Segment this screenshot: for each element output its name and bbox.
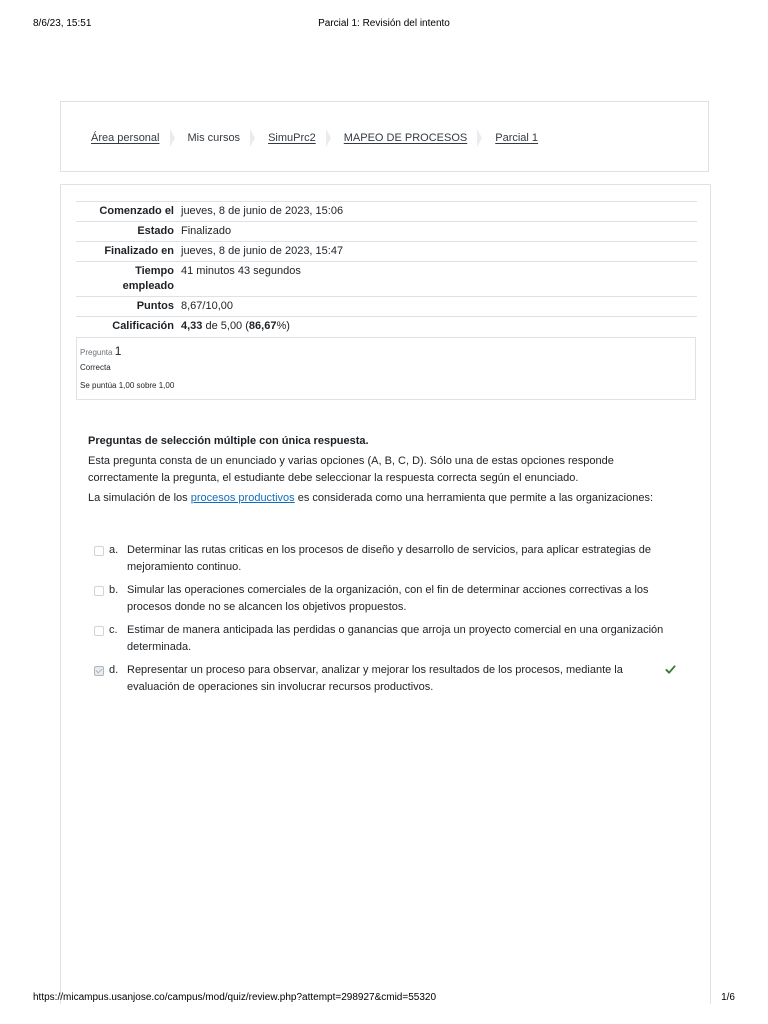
answer-text-d: Representar un proceso para observar, analizar y mejorar los resultados de los procesos, mediante la evaluación de operaciones sin involucrar recursos productivos. bbox=[127, 664, 623, 693]
print-url: https://micampus.usanjose.co/campus/mod/quiz/review.php?attempt=298927&cmid=55320 bbox=[33, 992, 437, 1003]
question-info-box bbox=[76, 337, 696, 400]
grade-suffix: %) bbox=[276, 320, 290, 332]
summary-row-grade bbox=[76, 317, 697, 337]
time-value: 41 minutos 43 segundos bbox=[181, 265, 301, 277]
finished-label: Finalizado en bbox=[104, 245, 174, 257]
grade-percent: 86,67 bbox=[248, 320, 277, 332]
state-label: Estado bbox=[137, 225, 174, 237]
answer-text-c: Estimar de manera anticipada las perdidas o ganancias que arroja un proyecto comercial en una organización determinada. bbox=[127, 624, 664, 653]
answer-option-b bbox=[93, 582, 683, 622]
question-number bbox=[80, 344, 121, 358]
print-header bbox=[0, 18, 768, 32]
grade-label: Calificación bbox=[112, 320, 174, 332]
grade-value-cell bbox=[179, 317, 697, 337]
grade-of: de 5,00 ( bbox=[202, 320, 249, 332]
points-label: Puntos bbox=[136, 300, 174, 312]
question-stem-after: es considerada como una herramienta que permite a las organizaciones: bbox=[294, 492, 654, 504]
answer-text-a: Determinar las rutas criticas en los procesos de diseño y desarrollo de servicios, para aplicar estrategias de mejoramiento continuo. bbox=[127, 544, 651, 573]
answer-checkbox-a[interactable] bbox=[94, 546, 104, 556]
question-stem-before: La simulación de los bbox=[88, 492, 191, 504]
time-label-line2: empleado bbox=[122, 280, 174, 292]
question-text bbox=[88, 433, 658, 510]
started-value: jueves, 8 de junio de 2023, 15:06 bbox=[181, 205, 344, 217]
breadcrumb-link-quiz[interactable]: Parcial 1 bbox=[495, 132, 539, 144]
question-number-value: 1 bbox=[114, 344, 122, 358]
answer-checkbox-d[interactable] bbox=[94, 666, 104, 676]
breadcrumb-separator-icon bbox=[477, 129, 482, 147]
question-stem bbox=[88, 490, 658, 507]
grade-value: 4,33 bbox=[181, 320, 203, 332]
breadcrumb-item-course[interactable] bbox=[268, 132, 316, 144]
question-instruction: Esta pregunta consta de un enunciado y varias opciones (A, B, C, D). Sólo una de estas opciones responde correctamente la pregunta, el estudiante debe seleccionar la respuesta correcta según el enunciado. bbox=[88, 455, 614, 484]
check-icon bbox=[665, 664, 676, 675]
finished-value: jueves, 8 de junio de 2023, 15:47 bbox=[181, 245, 344, 257]
breadcrumb bbox=[91, 129, 538, 147]
question-label: Pregunta bbox=[80, 348, 113, 357]
question-state: Correcta bbox=[80, 363, 111, 372]
answer-text-b: Simular las operaciones comerciales de la organización, con el fin de determinar acciones correctivas a los procesos donde no se alcancen los objetivos propuestos. bbox=[127, 584, 649, 613]
print-footer bbox=[0, 992, 768, 1006]
breadcrumb-link-section[interactable]: MAPEO DE PROCESOS bbox=[343, 132, 468, 144]
breadcrumb-separator-icon bbox=[326, 129, 331, 147]
breadcrumb-text-mis-cursos: Mis cursos bbox=[187, 132, 241, 144]
print-page-number: 1/6 bbox=[721, 992, 735, 1003]
answer-option-d bbox=[93, 662, 683, 702]
breadcrumb-separator-icon bbox=[170, 129, 175, 147]
answer-checkbox-c[interactable] bbox=[94, 626, 104, 636]
answer-letter-b: b. bbox=[109, 584, 119, 596]
print-title: Parcial 1: Revisión del intento bbox=[318, 18, 450, 29]
breadcrumb-link-course[interactable]: SimuPrc2 bbox=[268, 132, 316, 144]
summary-row-time bbox=[76, 262, 697, 297]
question-heading: Preguntas de selección múltiple con única respuesta. bbox=[88, 435, 369, 447]
summary-row-state bbox=[76, 222, 697, 242]
answer-letter-c: c. bbox=[109, 624, 118, 636]
breadcrumb-container bbox=[60, 101, 709, 172]
breadcrumb-item-area-personal[interactable] bbox=[91, 132, 160, 144]
time-label-line1: Tiempo bbox=[135, 265, 174, 277]
breadcrumb-item-section[interactable] bbox=[344, 132, 467, 144]
summary-row-points bbox=[76, 297, 697, 317]
state-value: Finalizado bbox=[181, 225, 232, 237]
question-grade: Se puntúa 1,00 sobre 1,00 bbox=[80, 381, 175, 390]
quiz-review-region bbox=[60, 184, 711, 1004]
started-label: Comenzado el bbox=[99, 205, 174, 217]
summary-row-started bbox=[76, 202, 697, 222]
answer-options bbox=[93, 542, 683, 702]
breadcrumb-separator-icon bbox=[250, 129, 255, 147]
breadcrumb-link-area-personal[interactable]: Área personal bbox=[91, 132, 160, 144]
answer-letter-a: a. bbox=[109, 544, 119, 556]
answer-option-a bbox=[93, 542, 683, 582]
breadcrumb-item-mis-cursos bbox=[188, 132, 241, 144]
points-value: 8,67/10,00 bbox=[181, 300, 233, 312]
answer-option-c bbox=[93, 622, 683, 662]
attempt-summary-table bbox=[76, 201, 697, 336]
breadcrumb-item-quiz[interactable] bbox=[495, 132, 538, 144]
question-stem-link[interactable]: procesos productivos bbox=[190, 492, 295, 504]
print-date: 8/6/23, 15:51 bbox=[33, 18, 92, 29]
summary-row-finished bbox=[76, 242, 697, 262]
answer-letter-d: d. bbox=[109, 664, 119, 676]
answer-checkbox-b[interactable] bbox=[94, 586, 104, 596]
time-label bbox=[76, 262, 179, 297]
